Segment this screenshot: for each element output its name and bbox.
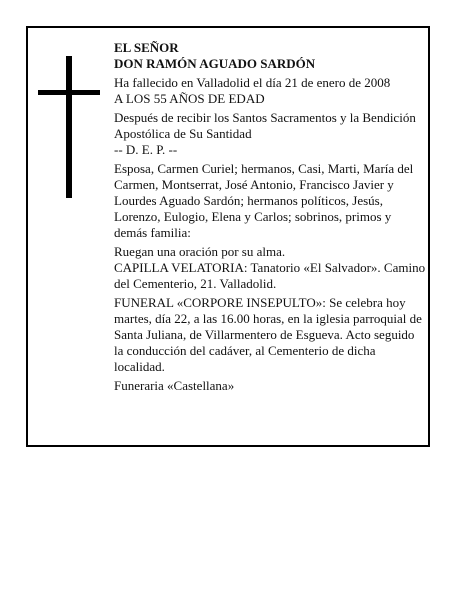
family-list: Esposa, Carmen Curiel; hermanos, Casi, Marti, María del Carmen, Montserrat, José Antonio, Francisco Javier y Lourdes Aguado Sardón; hermanos políticos, Jesús, Lorenzo, Eulogio, Elena y Carlos; sobrinos, primos y demás familia: [114,161,414,240]
title-line-1: EL SEÑOR [114,40,179,55]
dep-line: -- D. E. P. -- [114,142,178,157]
cross-vertical-bar [66,56,72,198]
funeral-info: FUNERAL «CORPORE INSEPULTO»: Se celebra hoy martes, día 22, a las 16.00 horas, en la iglesia parroquial de Santa Juliana, de Villarmentero de Esgueva. Acto seguido la conducción del cadáver, al Cementerio de dicha localidad. [114,295,422,374]
death-announcement: Ha fallecido en Valladolid el día 21 de enero de 2008 [114,75,391,90]
obituary-card [26,26,430,447]
age-line: A LOS 55 AÑOS DE EDAD [114,91,265,106]
deceased-name: DON RAMÓN AGUADO SARDÓN [114,56,316,71]
prayer-request: Ruegan una oración por su alma. [114,244,286,259]
chapel-info: CAPILLA VELATORIA: Tanatorio «El Salvador». Camino del Cementerio, 21. Valladolid. [114,260,426,291]
funeral-home: Funeraria «Castellana» [114,378,235,393]
cross-icon [38,56,100,198]
sacraments-line: Después de recibir los Santos Sacramentos y la Bendición Apostólica de Su Santidad [114,110,416,141]
cross-horizontal-bar [38,90,100,95]
obituary-text [114,40,426,394]
